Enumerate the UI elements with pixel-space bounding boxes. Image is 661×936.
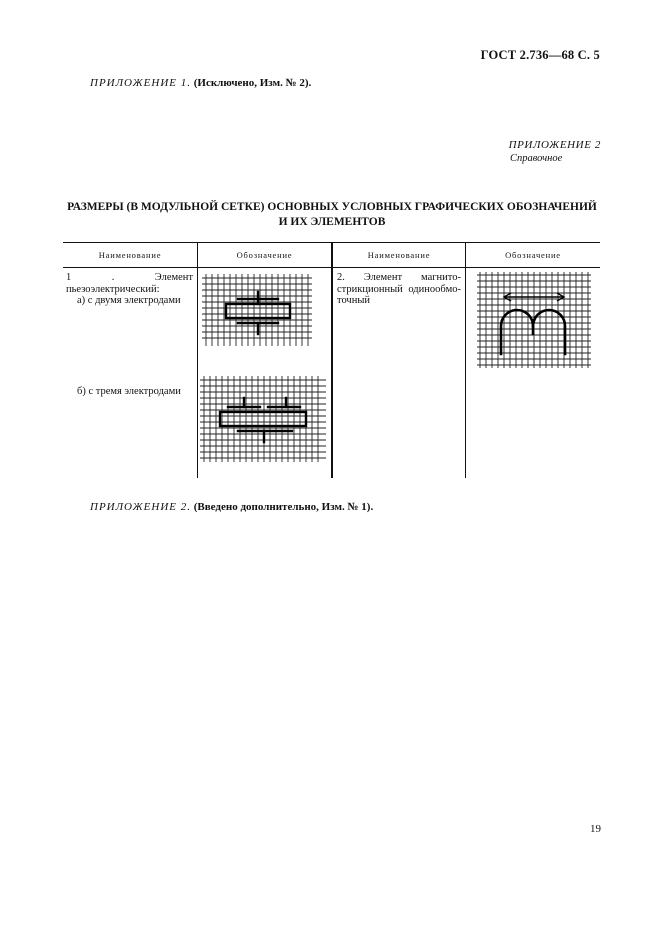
table-column-divider-1	[197, 242, 198, 478]
item-1-description	[66, 272, 193, 307]
table-column-divider-3	[465, 242, 466, 478]
column-header-symbol-2: Обозначение	[505, 250, 561, 260]
magnetostrictive-element-symbol-icon	[477, 272, 591, 368]
item-2-description	[337, 272, 461, 307]
appendix-2-note	[90, 501, 373, 513]
column-header-name-2: Наименование	[367, 250, 431, 260]
item-2-line-2: стрикционный одинообмо-	[337, 283, 461, 295]
appendix-1-label: ПРИЛОЖЕНИЕ 1.	[90, 77, 191, 89]
column-header-name-1: Наименование	[98, 250, 162, 260]
appendix-1-text: (Исключено, Изм. № 2).	[193, 77, 312, 89]
item-1-sub-a: а) с двумя электродами	[77, 295, 181, 306]
appendix-2-heading	[0, 139, 601, 165]
appendix-2-label: ПРИЛОЖЕНИЕ 2	[508, 139, 601, 151]
appendix-2-note-text: (Введено дополнительно, Изм. № 1).	[193, 501, 374, 513]
appendix-1-note	[90, 77, 311, 89]
piezo-three-electrodes-symbol-icon	[200, 376, 326, 462]
item-1-line-1: 1 . Элемент	[66, 272, 193, 283]
document-header: ГОСТ 2.736—68 С. 5	[480, 48, 600, 62]
appendix-2-sublabel: Справочное	[510, 153, 563, 164]
title-line-2: И ИХ ЭЛЕМЕНТОВ	[278, 216, 386, 228]
page-title	[60, 200, 604, 230]
column-header-symbol-1: Обозначение	[236, 250, 293, 260]
piezo-two-electrodes-symbol-icon	[202, 274, 312, 346]
item-1-sub-b: б) с тремя электродами	[77, 386, 181, 397]
appendix-2-note-label: ПРИЛОЖЕНИЕ 2.	[90, 501, 191, 513]
item-1-line-2: пьезоэлектрический:	[66, 283, 160, 295]
page-number: 19	[590, 823, 601, 835]
table-column-divider-2	[331, 242, 333, 478]
title-line-1: РАЗМЕРЫ (В МОДУЛЬНОЙ СЕТКЕ) ОСНОВНЫХ УСЛОВНЫХ ГРАФИЧЕСКИХ ОБОЗНАЧЕНИЙ	[67, 201, 597, 213]
item-2-line-3: точный	[337, 295, 371, 306]
item-2-line-1: 2. Элемент магнито-	[337, 272, 461, 283]
